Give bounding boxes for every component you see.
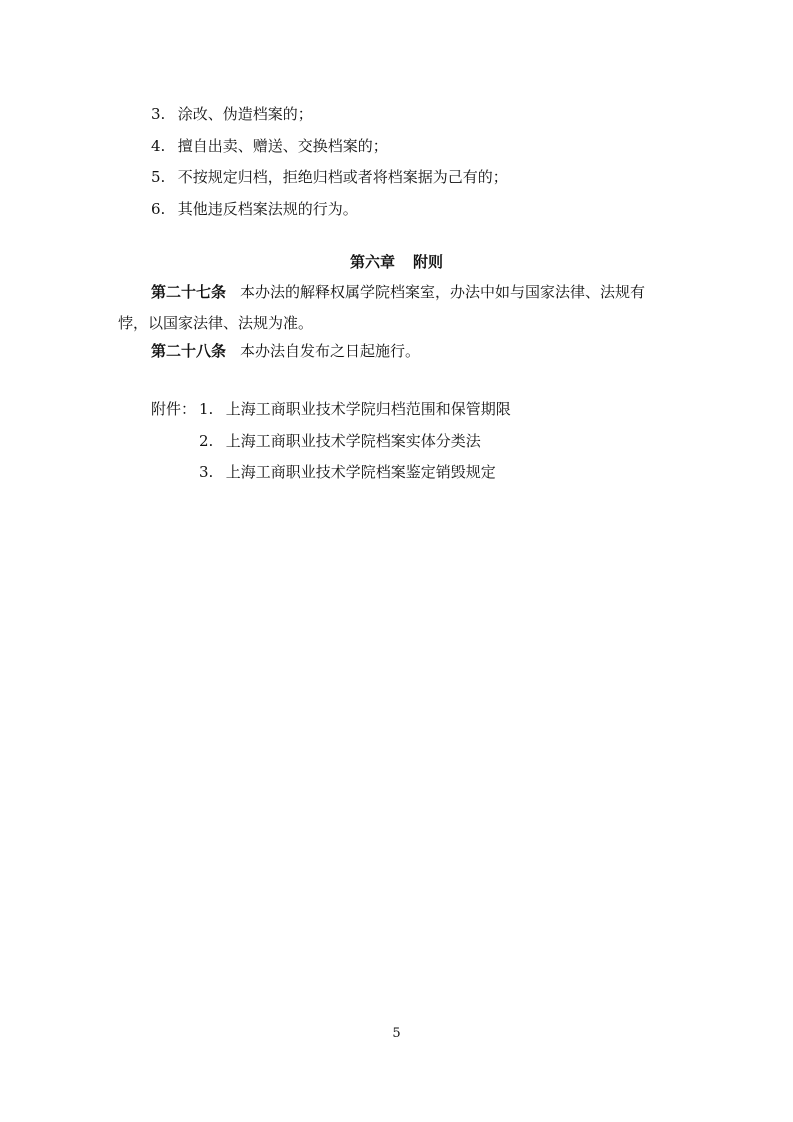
article-text-line2: 悖，以国家法律、法规为准。: [118, 314, 314, 332]
chapter-name: 附则: [413, 253, 444, 271]
list-item-number: 5.: [151, 168, 166, 186]
list-item-number: 4.: [151, 136, 166, 155]
appendix-item-number: 3.: [199, 463, 214, 481]
article-text-line1: 本办法自发布之日起施行。: [240, 342, 421, 360]
article-label: 第二十八条: [151, 342, 227, 360]
list-item-number: 6.: [151, 199, 166, 218]
page-number: 5: [392, 1026, 401, 1041]
appendix-lead: 附件：: [151, 400, 197, 418]
appendix-item-text: 上海工商职业技术学院归档范围和保管期限: [225, 400, 511, 418]
appendix-item-number: 2.: [199, 431, 214, 450]
appendix-item-text: 上海工商职业技术学院档案实体分类法: [225, 431, 481, 450]
appendix-item-number: 1.: [199, 400, 214, 418]
article-text-line1: 本办法的解释权属学院档案室，办法中如与国家法律、法规有: [240, 283, 646, 301]
list-item: [151, 135, 711, 167]
list-item-number: 3.: [151, 105, 166, 123]
list-item-text: 涂改、伪造档案的；: [177, 105, 313, 123]
article-27: [118, 281, 678, 334]
appendix-item: [151, 398, 711, 430]
list-item-text: 其他违反档案法规的行为。: [177, 199, 358, 218]
list-item: [151, 166, 711, 198]
appendix-item: [151, 461, 711, 493]
appendix: [151, 398, 711, 493]
article-label: 第二十七条: [151, 283, 227, 301]
list-item: [151, 103, 711, 135]
chapter-number: 第六章: [349, 253, 395, 271]
violation-list: [151, 103, 711, 229]
appendix-item: [151, 430, 711, 462]
article-28: [118, 340, 678, 362]
list-item-text: 擅自出卖、赠送、交换档案的；: [177, 136, 388, 155]
list-item: [151, 198, 711, 230]
chapter-title: [0, 251, 793, 273]
list-item-text: 不按规定归档，拒绝归档或者将档案据为己有的；: [177, 168, 508, 186]
appendix-item-text: 上海工商职业技术学院档案鉴定销毁规定: [225, 463, 496, 481]
